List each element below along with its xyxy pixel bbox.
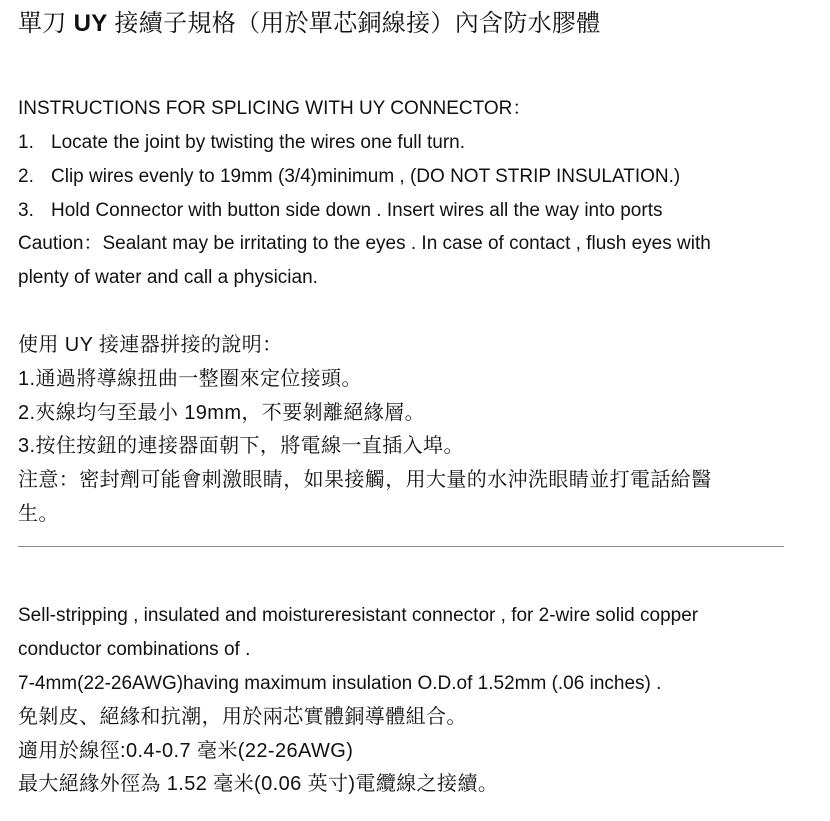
- instructions-en-heading: INSTRUCTIONS FOR SPLICING WITH UY CONNECTOR：: [18, 98, 532, 119]
- step-text: Hold Connector with button side down . Insert wires all the way into ports: [51, 200, 663, 221]
- step-text: Clip wires evenly to 19mm (3/4)minimum , (DO NOT STRIP INSULATION.): [51, 166, 681, 187]
- title-prefix: 單刀: [18, 10, 74, 37]
- instructions-en-step-2: [18, 165, 680, 189]
- spec-en-line-3: 7-4mm(22-26AWG)having maximum insulation O.D.of 1.52mm (.06 inches) .: [18, 673, 662, 694]
- instructions-en-step-1: [18, 131, 465, 155]
- spec-zh-line-3: 最大絕緣外徑為 1.52 毫米(0.06 英寸)電纜線之接續。: [18, 773, 499, 795]
- title-uy: UY: [73, 10, 108, 37]
- spec-en-line-1: Sell-stripping , insulated and moistureresistant connector , for 2-wire solid copper: [18, 605, 699, 626]
- step-text: Locate the joint by twisting the wires one full turn.: [51, 132, 466, 153]
- spec-zh-line-1: 免剝皮、絕緣和抗潮，用於兩芯實體銅導體組合。: [18, 706, 467, 728]
- spec-en-line-2: conductor combinations of .: [18, 639, 251, 660]
- step-number: 1.: [18, 132, 34, 153]
- section-divider: [18, 546, 784, 547]
- document-title: [18, 9, 601, 39]
- step-number: 2.: [18, 166, 34, 187]
- instructions-zh-heading: 使用 UY 接連器拼接的說明：: [18, 334, 283, 356]
- caution-en-line-2: plenty of water and call a physician.: [18, 267, 318, 288]
- instructions-zh-step-1: 1.通過將導線扭曲一整圈來定位接頭。: [18, 368, 362, 390]
- title-suffix: 接續子規格（用於單芯銅線接）內含防水膠體: [107, 10, 601, 37]
- instructions-zh-step-2: 2.夾線均勻至最小 19mm，不要剝離絕緣層。: [18, 402, 426, 424]
- instructions-zh-step-3: 3.按住按鈕的連接器面朝下，將電線一直插入埠。: [18, 435, 464, 457]
- step-number: 3.: [18, 200, 34, 221]
- instructions-en-step-3: [18, 199, 662, 223]
- caution-zh-line-2: 生。: [18, 503, 59, 525]
- caution-zh-line-1: 注意：密封劑可能會刺激眼睛，如果接觸，用大量的水沖洗眼睛並打電話給醫: [18, 469, 712, 491]
- caution-en-line-1: Caution：Sealant may be irritating to the eyes . In case of contact , flush eyes with: [18, 233, 711, 254]
- spec-zh-line-2: 適用於線徑:0.4-0.7 毫米(22-26AWG): [18, 740, 354, 762]
